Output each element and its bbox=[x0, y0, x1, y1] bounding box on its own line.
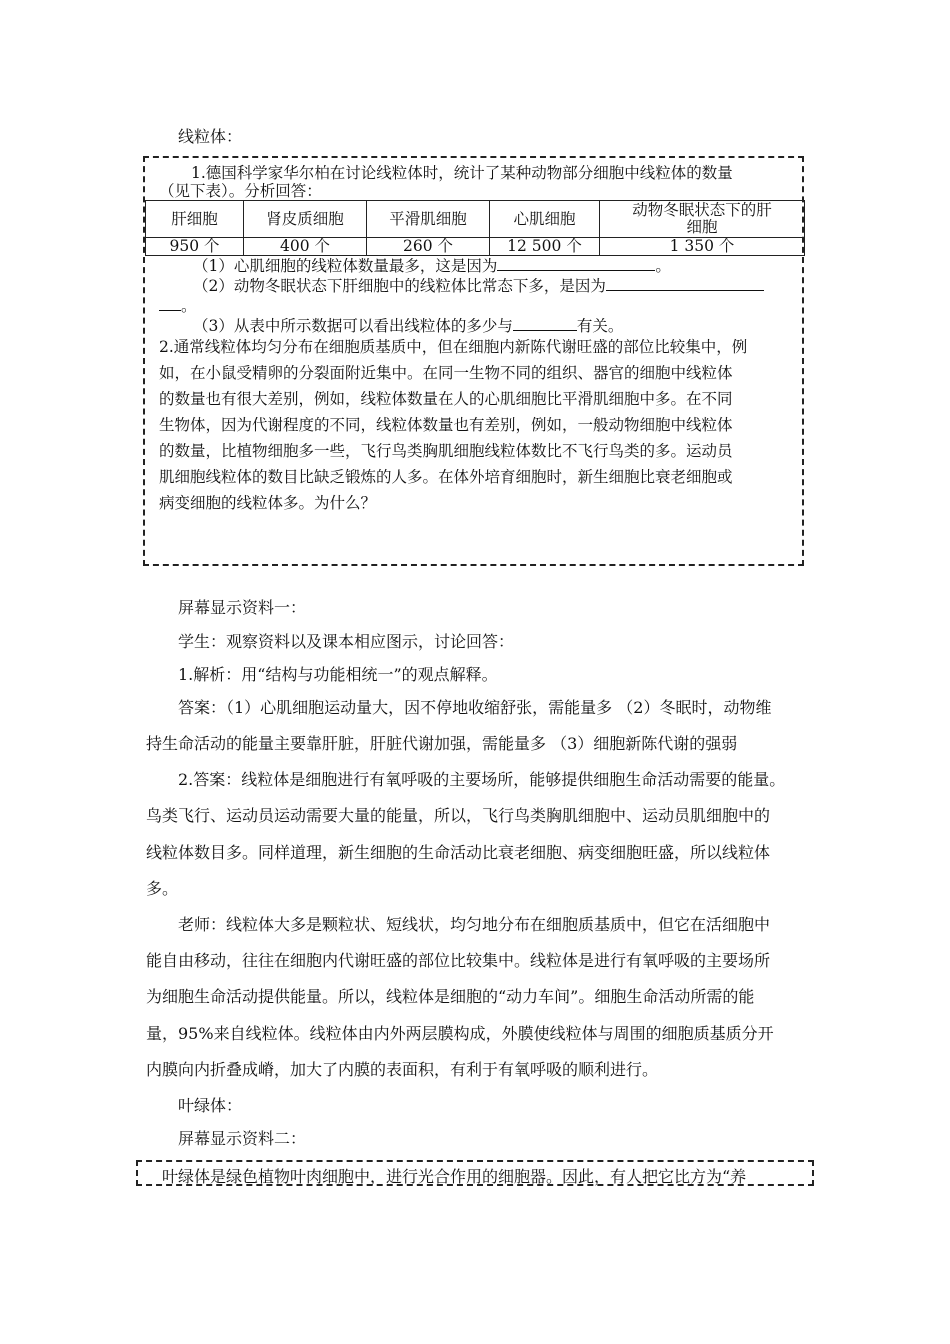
body-line: 2.答案：线粒体是细胞进行有氧呼吸的主要场所，能够提供细胞生命活动需要的能量。 bbox=[178, 770, 786, 789]
q2-line: 病变细胞的线粒体多。为什么？ bbox=[159, 494, 377, 512]
sub2-text: （2）动物冬眠状态下肝细胞中的线粒体比常态下多，是因为 bbox=[193, 277, 606, 295]
question-box bbox=[143, 156, 804, 566]
sub1-text: （1）心肌细胞的线粒体数量最多，这是因为 bbox=[193, 257, 498, 275]
body-line: 多。 bbox=[146, 879, 179, 898]
body-line: 屏幕显示资料一： bbox=[178, 598, 307, 617]
body-line: 答案：（1）心肌细胞运动量大，因不停地收缩舒张，需能量多 （2）冬眠时，动物维 bbox=[178, 698, 772, 717]
sub-question-1 bbox=[193, 256, 671, 276]
section-heading-chloroplast: 叶绿体： bbox=[178, 1096, 243, 1115]
answer-blank bbox=[159, 296, 181, 311]
table-header-cell: 肾皮质细胞 bbox=[244, 201, 367, 238]
body-line: 鸟类飞行、运动员运动需要大量的能量，所以，飞行鸟类胸肌细胞中、运动员肌细胞中的 bbox=[146, 806, 771, 825]
material-two-box bbox=[136, 1160, 814, 1186]
q2-line: 2.通常线粒体均匀分布在细胞质基质中，但在细胞内新陈代谢旺盛的部位比较集中，例 bbox=[159, 338, 748, 356]
body-line: 1.解析：用“结构与功能相统一”的观点解释。 bbox=[178, 665, 498, 684]
table-header-cell: 心肌细胞 bbox=[490, 201, 600, 238]
header-text-line: 细胞 bbox=[686, 218, 718, 236]
q2-line: 的数量，比植物细胞多一些，飞行鸟类胸肌细胞线粒体数比不飞行鸟类的多。运动员 bbox=[159, 442, 733, 460]
mitochondria-count-table bbox=[145, 200, 805, 256]
q2-line: 生物体，因为代谢程度的不同，线粒体数量也有差别，例如，一般动物细胞中线粒体 bbox=[159, 416, 733, 434]
q1-line-2: （见下表）。分析回答： bbox=[159, 182, 322, 200]
sub2-end: 。 bbox=[181, 297, 197, 315]
material-two-text: 叶绿体是绿色植物叶肉细胞中，进行光合作用的细胞器。因此，有人把它比方为“养 bbox=[162, 1167, 747, 1186]
table-value-row bbox=[146, 238, 805, 256]
sub3-text: （3）从表中所示数据可以看出线粒体的多少与 bbox=[193, 317, 513, 335]
body-line: 持生命活动的能量主要靠肝脏，肝脏代谢加强，需能量多 （3）细胞新陈代谢的强弱 bbox=[146, 734, 738, 753]
body-line: 线粒体数目多。同样道理，新生细胞的生命活动比衰老细胞、病变细胞旺盛，所以线粒体 bbox=[146, 843, 771, 862]
body-line: 老师：线粒体大多是颗粒状、短线状，均匀地分布在细胞质基质中，但它在活细胞中 bbox=[178, 915, 771, 934]
sub-question-2-cont bbox=[159, 296, 197, 316]
body-line: 为细胞生命活动提供能量。所以，线粒体是细胞的“动力车间”。细胞生命活动所需的能 bbox=[146, 987, 755, 1006]
header-text-line: 动物冬眠状态下的肝 bbox=[632, 201, 772, 219]
table-cell: 400 个 bbox=[244, 238, 367, 256]
q1-line-1: 1.德国科学家华尔柏在讨论线粒体时，统计了某种动物部分细胞中线粒体的数量 bbox=[191, 164, 733, 182]
q2-line: 的数量也有很大差别，例如，线粒体数量在人的心肌细胞比平滑肌细胞中多。在不同 bbox=[159, 390, 733, 408]
section-heading-mitochondria: 线粒体： bbox=[178, 127, 243, 146]
body-line: 内膜向内折叠成嵴，加大了内膜的表面积，有利于有氧呼吸的顺利进行。 bbox=[146, 1060, 659, 1079]
answer-blank bbox=[606, 276, 764, 291]
body-line: 能自由移动，往往在细胞内代谢旺盛的部位比较集中。线粒体是进行有氧呼吸的主要场所 bbox=[146, 951, 771, 970]
answer-blank bbox=[497, 256, 655, 271]
table-header-row bbox=[146, 201, 805, 238]
sub1-end: 。 bbox=[655, 257, 671, 275]
q2-line: 如，在小鼠受精卵的分裂面附近集中。在同一生物不同的组织、器官的细胞中线粒体 bbox=[159, 364, 733, 382]
body-line: 量，95%来自线粒体。线粒体由内外两层膜构成，外膜使线粒体与周围的细胞质基质分开 bbox=[146, 1024, 774, 1043]
body-line: 屏幕显示资料二： bbox=[178, 1129, 307, 1148]
body-line: 学生：观察资料以及课本相应图示，讨论回答： bbox=[178, 632, 515, 651]
table-cell: 1 350 个 bbox=[600, 238, 805, 256]
table-cell: 950 个 bbox=[146, 238, 244, 256]
table-cell: 260 个 bbox=[367, 238, 490, 256]
table-header-cell: 肝细胞 bbox=[146, 201, 244, 238]
sub-question-2 bbox=[193, 276, 764, 296]
table-header-cell bbox=[600, 201, 805, 238]
q2-line: 肌细胞线粒体的数目比缺乏锻炼的人多。在体外培育细胞时，新生细胞比衰老细胞或 bbox=[159, 468, 733, 486]
table-cell: 12 500 个 bbox=[490, 238, 600, 256]
answer-blank bbox=[513, 316, 577, 331]
table-header-cell: 平滑肌细胞 bbox=[367, 201, 490, 238]
sub-question-3 bbox=[193, 316, 623, 336]
sub3-end: 有关。 bbox=[576, 317, 624, 335]
